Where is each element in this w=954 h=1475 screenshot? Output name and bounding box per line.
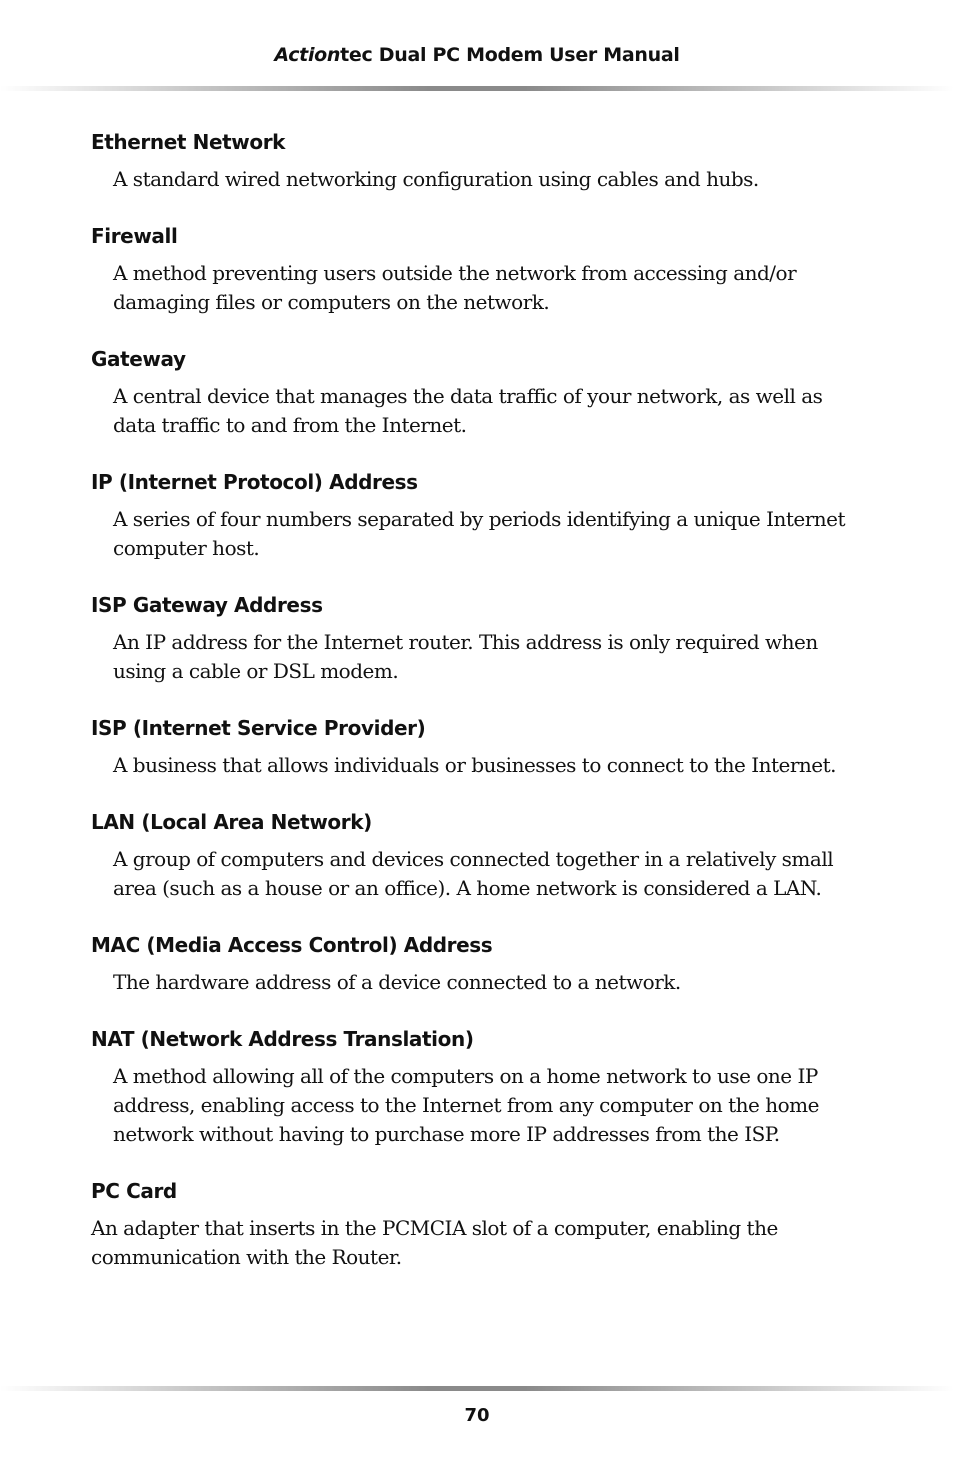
term-title: IP (Internet Protocol) Address <box>91 470 418 494</box>
term-title: ISP (Internet Service Provider) <box>91 716 426 740</box>
glossary-entry-lan <box>91 802 863 903</box>
term-definition: The hardware address of a device connected to a network. <box>113 970 681 994</box>
page-header <box>0 44 954 66</box>
term-title: Firewall <box>91 224 178 248</box>
glossary-entry-firewall <box>91 216 863 317</box>
header-title: tec Dual PC Modem User Manual <box>340 44 680 66</box>
term-title: Ethernet Network <box>91 130 286 154</box>
brand-name-italic: Action <box>274 44 341 66</box>
footer-divider <box>0 1386 954 1391</box>
term-title: MAC (Media Access Control) Address <box>91 933 493 957</box>
term-definition: A group of computers and devices connected together in a relatively small area (such as a house or an office). A home network is considered a LAN. <box>113 847 834 900</box>
term-title: LAN (Local Area Network) <box>91 810 372 834</box>
term-definition: An IP address for the Internet router. This address is only required when using a cable or DSL modem. <box>113 630 818 683</box>
term-definition: A central device that manages the data traffic of your network, as well as data traffic to and from the Internet. <box>113 384 823 437</box>
glossary-entry-isp <box>91 708 863 780</box>
glossary-entry-isp-gateway-address <box>91 585 863 686</box>
glossary-entry-nat <box>91 1019 863 1149</box>
glossary-entry-gateway <box>91 339 863 440</box>
glossary-entry-mac-address <box>91 925 863 997</box>
glossary-entry-ip-address <box>91 462 863 563</box>
term-definition: A method preventing users outside the network from accessing and/or damaging files or computers on the network. <box>113 261 797 314</box>
term-definition: A standard wired networking configuration using cables and hubs. <box>113 167 759 191</box>
term-title: Gateway <box>91 347 186 371</box>
term-definition: An adapter that inserts in the PCMCIA slot of a computer, enabling the communication with the Router. <box>91 1216 778 1269</box>
glossary-entry-ethernet-network <box>91 122 863 194</box>
page-number: 70 <box>464 1405 490 1426</box>
term-definition: A business that allows individuals or businesses to connect to the Internet. <box>113 753 837 777</box>
term-definition: A series of four numbers separated by periods identifying a unique Internet computer host. <box>113 507 846 560</box>
glossary-entry-pc-card <box>91 1171 863 1272</box>
glossary-list <box>91 122 863 1294</box>
term-title: NAT (Network Address Translation) <box>91 1027 474 1051</box>
term-definition: A method allowing all of the computers on a home network to use one IP address, enabling access to the Internet from any computer on the home network without having to purchase more IP addresses from the ISP. <box>113 1064 819 1146</box>
term-title: ISP Gateway Address <box>91 593 323 617</box>
header-divider <box>0 86 954 91</box>
term-title: PC Card <box>91 1179 177 1203</box>
